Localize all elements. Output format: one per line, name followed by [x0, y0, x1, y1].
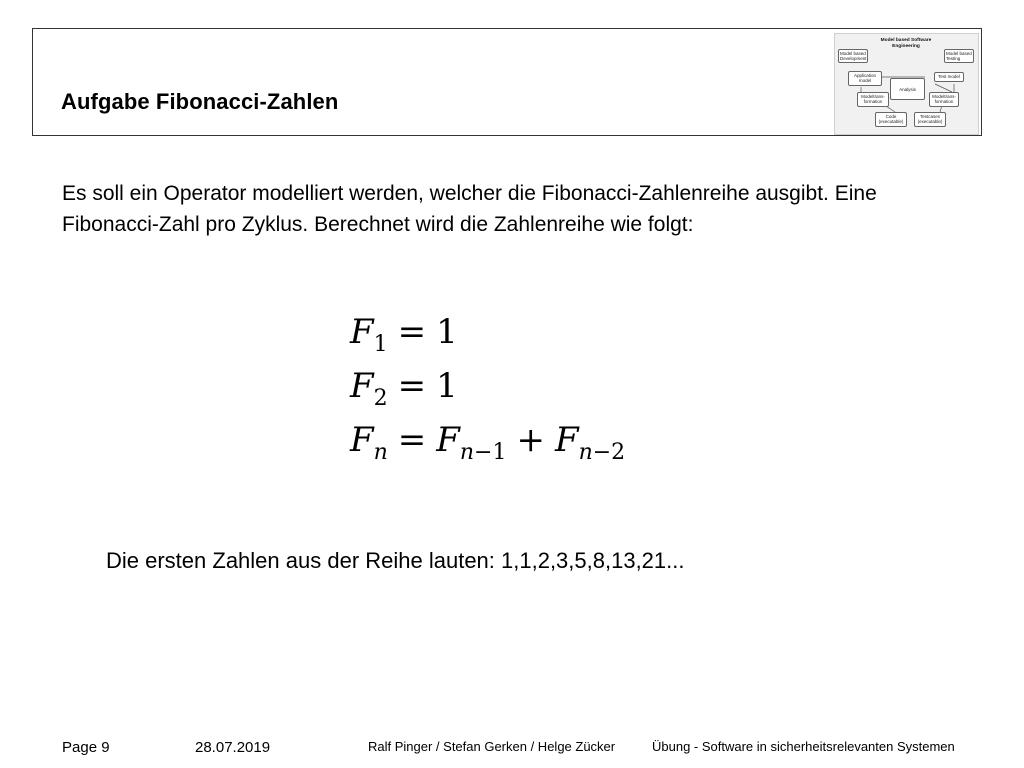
formula-subscript — [460, 440, 507, 465]
formula-plus: + — [516, 420, 545, 460]
slide-header — [32, 28, 982, 136]
formula-subscript: 1 — [373, 332, 388, 357]
formula-symbol: F — [436, 420, 460, 460]
formula-symbol: F — [554, 420, 579, 460]
formula-subscript-var: n — [459, 440, 475, 465]
diagram-title: Model based Software Engineering — [880, 38, 932, 49]
footer-authors: Ralf Pinger / Stefan Gerken / Helge Zücker — [368, 739, 616, 754]
formula-subscript-offset: −2 — [592, 440, 626, 465]
formula-symbol: F — [350, 420, 374, 460]
formula-f1 — [350, 305, 625, 359]
formula-subscript: 2 — [373, 386, 388, 411]
formula-symbol: F — [350, 366, 374, 406]
slide-title: Aufgabe Fibonacci-Zahlen — [61, 89, 339, 114]
box-testcases-executable: Testcases (executable) — [914, 112, 946, 127]
connector-line — [935, 84, 952, 92]
formula-subscript-var: n — [373, 440, 388, 465]
formula-equals: = — [397, 420, 427, 460]
formula-value: 1 — [436, 312, 458, 352]
box-model-based-development: Model based Development — [840, 51, 867, 61]
box-modeltransformation-right: Modeltrans- formation — [929, 92, 959, 107]
sequence-summary: Die ersten Zahlen aus der Reihe lauten: 1,1,2,3,5,8,13,21... — [106, 548, 685, 573]
formula-equals: = — [397, 366, 427, 406]
formula-value: 1 — [436, 366, 458, 406]
box-modeltransformation-left: Modeltrans- formation — [857, 92, 889, 107]
fibonacci-formulas — [350, 305, 625, 467]
formula-subscript — [374, 440, 388, 465]
formula-subscript-var: n — [578, 440, 593, 465]
formula-symbol: F — [350, 312, 374, 352]
formula-fn — [350, 413, 625, 467]
box-code-executable: Code (executable) — [875, 112, 907, 127]
mbse-diagram — [834, 33, 979, 135]
formula-f2 — [350, 359, 625, 413]
box-analysis: Analysis — [890, 78, 925, 100]
box-test-model: Test model — [934, 72, 964, 82]
box-application-model: Application model — [848, 71, 882, 86]
intro-text: Es soll ein Operator modelliert werden, welcher die Fibonacci-Zahlenreihe ausgibt. Eine Fibonacci-Zahl pro Zyklus. Berechnet wird die Zahlenreihe wie folgt: — [62, 182, 877, 236]
formula-subscript — [579, 440, 626, 465]
footer-course-title: Übung - Software in sicherheitsrelevanten Systemen — [652, 739, 955, 754]
footer-page-number: Page 9 — [62, 739, 110, 756]
formula-equals: = — [397, 312, 427, 352]
formula-subscript-offset: −1 — [474, 440, 507, 465]
footer-date: 28.07.2019 — [195, 739, 271, 756]
box-model-based-testing: Model based Testing — [944, 49, 974, 63]
